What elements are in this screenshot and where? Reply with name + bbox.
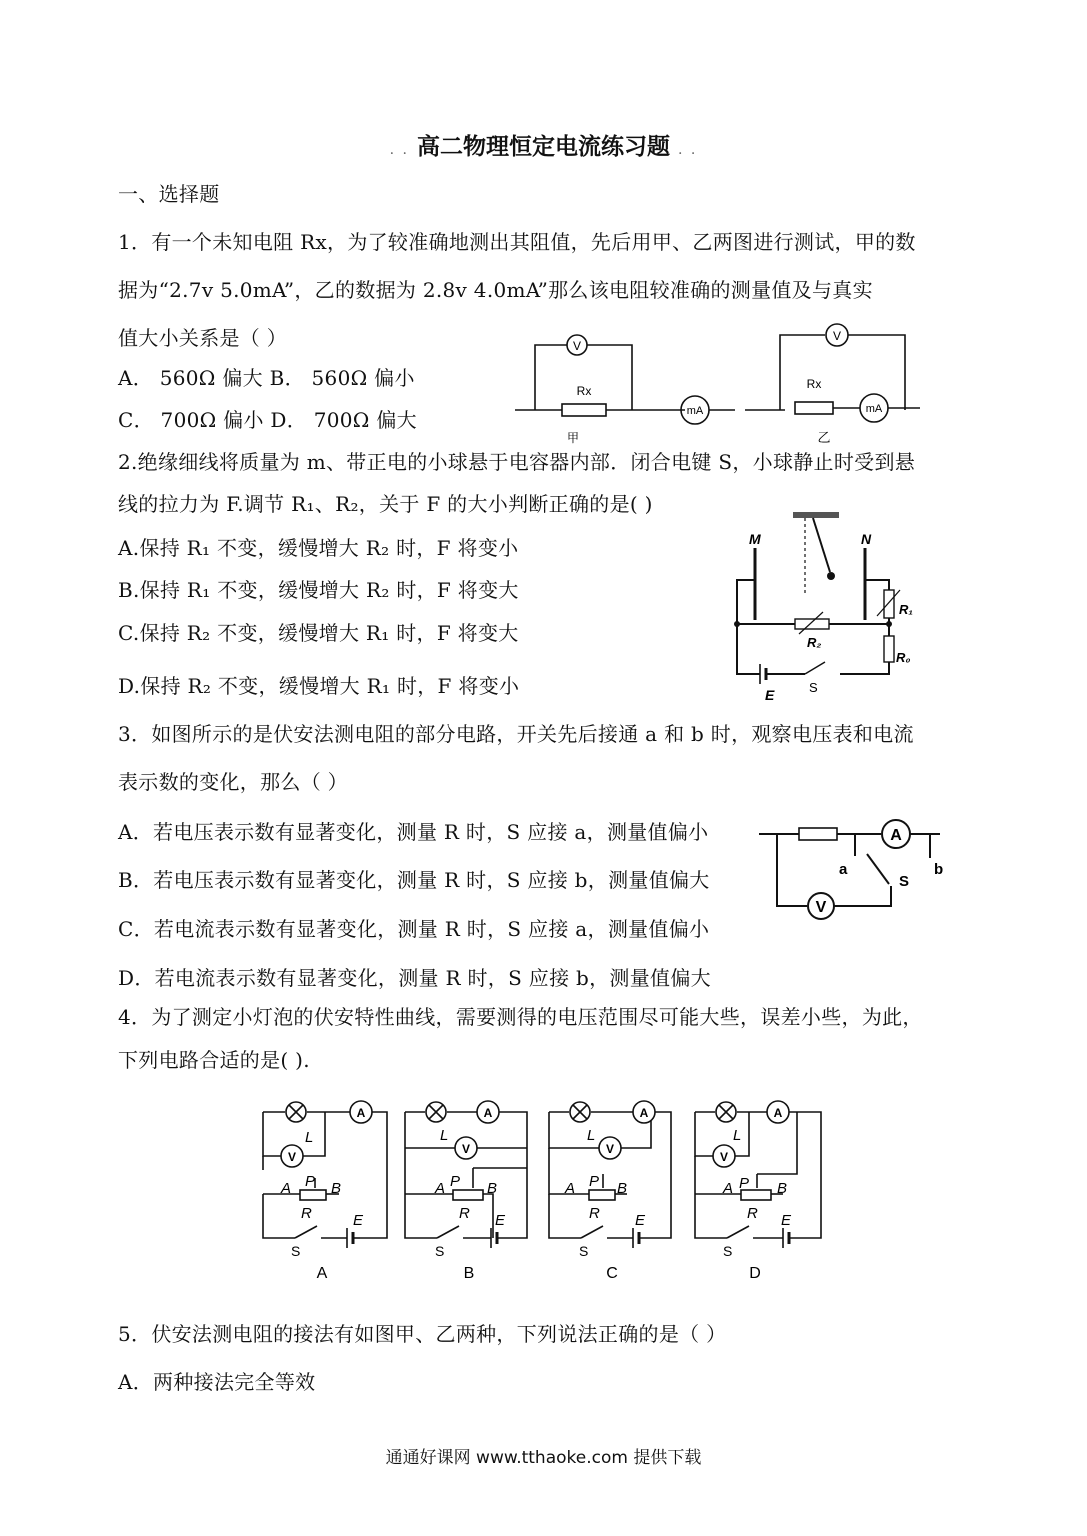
q1-ammeter-jia-label: mA bbox=[686, 405, 704, 417]
section-heading: 一、选择题 bbox=[118, 182, 220, 206]
q3-option-a: A．若电压表示数有显著变化，测量 R 时，S 应接 a，测量值偏小 bbox=[118, 820, 709, 844]
q5-option-a: A．两种接法完全等效 bbox=[118, 1370, 316, 1394]
q4-circuit-b bbox=[405, 1112, 527, 1248]
q1-line3: 值大小关系是（ ） bbox=[118, 326, 288, 350]
q2-plate-n-label: N bbox=[861, 531, 872, 547]
q1-options-ab: A． 560Ω 偏大 B． 560Ω 偏小 bbox=[118, 366, 415, 390]
q4d-lamp-label: L bbox=[733, 1127, 742, 1144]
title-dots-right: . . bbox=[678, 142, 698, 158]
q4a-rheostat-label: R bbox=[301, 1205, 312, 1222]
q2-r2-label: R₂ bbox=[807, 635, 822, 650]
q2-capacitor-circuit-figure bbox=[725, 508, 925, 704]
q4c-lamp-label: L bbox=[587, 1127, 596, 1144]
title-text: 高二物理恒定电流练习题 bbox=[417, 133, 670, 160]
q2-switch-s-label: S bbox=[809, 680, 818, 695]
q4a-voltmeter-label: V bbox=[287, 1150, 297, 1164]
q3-contact-b-label: b bbox=[934, 861, 944, 878]
q4-caption-a: A bbox=[316, 1265, 328, 1282]
q1-line2: 据为“2.7v 5.0mA”，乙的数据为 2.8v 4.0mA”那么该电阻较准确的测量值及与真实 bbox=[118, 278, 873, 302]
q2-option-d: D.保持 R₂ 不变，缓慢增大 R₁ 时，F 将变小 bbox=[118, 674, 520, 698]
q2-option-c: C.保持 R₂ 不变，缓慢增大 R₁ 时，F 将变大 bbox=[118, 621, 519, 645]
q2-battery-e-label: E bbox=[765, 687, 775, 703]
q1-caption-jia: 甲 bbox=[566, 431, 580, 445]
q2-plate-m-label: M bbox=[749, 531, 761, 547]
q4d-voltmeter-label: V bbox=[719, 1150, 729, 1164]
q4b-battery-label: E bbox=[495, 1212, 506, 1229]
q4d-end-b-label: B bbox=[777, 1180, 788, 1197]
q3-circuit-figure bbox=[755, 816, 955, 922]
q1-voltmeter-jia-label: V bbox=[572, 339, 582, 353]
q5-line1: 5．伏安法测电阻的接法有如图甲、乙两种，下列说法正确的是（ ） bbox=[118, 1322, 727, 1346]
q2-option-a: A.保持 R₁ 不变，缓慢增大 R₂ 时，F 将变小 bbox=[118, 536, 519, 560]
q4a-end-a-label: A bbox=[281, 1180, 292, 1197]
q3-line1: 3．如图所示的是伏安法测电阻的部分电路，开关先后接通 a 和 b 时，观察电压表和电流 bbox=[118, 722, 914, 746]
q3-option-b: B．若电压表示数有显著变化，测量 R 时，S 应接 b，测量值偏大 bbox=[118, 868, 710, 892]
q4d-rheostat-label: R bbox=[747, 1205, 758, 1222]
q4a-slider-p-label: P bbox=[305, 1173, 316, 1190]
q4b-slider-p-label: P bbox=[450, 1173, 461, 1190]
q4d-slider-p-label: P bbox=[739, 1175, 750, 1192]
q2-r0-label: R₀ bbox=[896, 650, 911, 665]
q1-ammeter-yi-label: mA bbox=[865, 403, 883, 415]
page-title bbox=[0, 128, 1087, 161]
q4b-end-b-label: B bbox=[487, 1180, 498, 1197]
q4b-ammeter-label: A bbox=[483, 1106, 493, 1120]
q4a-lamp-label: L bbox=[305, 1129, 314, 1146]
q4c-end-b-label: B bbox=[617, 1180, 628, 1197]
q4-line2: 下列电路合适的是( ). bbox=[118, 1048, 310, 1072]
page-footer: 通通好课网 www.tthaoke.com 提供下载 bbox=[385, 1448, 702, 1468]
q3-contact-a-label: a bbox=[839, 861, 848, 878]
q4b-rheostat-label: R bbox=[459, 1205, 470, 1222]
q3-option-d: D．若电流表示数有显著变化，测量 R 时，S 应接 b，测量值偏大 bbox=[118, 966, 711, 990]
q1-voltmeter-yi-label: V bbox=[832, 329, 842, 343]
q4c-battery-label: E bbox=[635, 1212, 646, 1229]
q4a-ammeter-label: A bbox=[356, 1106, 366, 1120]
q3-voltmeter-label: V bbox=[815, 899, 827, 916]
q4-caption-b: B bbox=[463, 1265, 475, 1282]
q4c-voltmeter-label: V bbox=[605, 1142, 615, 1156]
q3-ammeter-label: A bbox=[890, 827, 902, 844]
q2-option-b: B.保持 R₁ 不变，缓慢增大 R₂ 时，F 将变大 bbox=[118, 578, 519, 602]
q1-caption-yi: 乙 bbox=[817, 430, 831, 445]
q4d-battery-label: E bbox=[781, 1212, 792, 1229]
q1-rx-yi-label: Rx bbox=[806, 377, 822, 391]
q4b-voltmeter-label: V bbox=[461, 1142, 471, 1156]
q2-line1: 2.绝缘细线将质量为 m、带正电的小球悬于电容器内部．闭合电键 S，小球静止时受到悬 bbox=[118, 450, 916, 474]
q4b-switch-label: S bbox=[435, 1243, 445, 1259]
q4b-lamp-label: L bbox=[440, 1127, 449, 1144]
q4a-end-b-label: B bbox=[331, 1180, 342, 1197]
q1-options-cd: C． 700Ω 偏小 D． 700Ω 偏大 bbox=[118, 408, 417, 432]
q4a-switch-label: S bbox=[291, 1243, 301, 1259]
title-dots-left: . . bbox=[389, 142, 409, 158]
q1-rx-jia-label: Rx bbox=[576, 384, 592, 398]
q4d-end-a-label: A bbox=[723, 1180, 734, 1197]
q1-circuit-figure bbox=[510, 320, 930, 450]
q4c-switch-label: S bbox=[579, 1243, 589, 1259]
q2-r1-label: R₁ bbox=[899, 602, 913, 617]
q4-circuit-d bbox=[695, 1112, 821, 1248]
q4b-end-a-label: A bbox=[435, 1180, 446, 1197]
q4d-ammeter-label: A bbox=[773, 1106, 783, 1120]
q4-caption-d: D bbox=[749, 1265, 761, 1282]
q3-line2: 表示数的变化，那么（ ） bbox=[118, 770, 348, 794]
q4c-rheostat-label: R bbox=[589, 1205, 600, 1222]
q3-option-c: C．若电流表示数有显著变化，测量 R 时，S 应接 a，测量值偏小 bbox=[118, 917, 710, 941]
q3-switch-s-label: S bbox=[899, 873, 910, 890]
q4a-battery-label: E bbox=[353, 1212, 364, 1229]
q4c-end-a-label: A bbox=[565, 1180, 576, 1197]
q2-line2: 线的拉力为 F.调节 R₁、R₂，关于 F 的大小判断正确的是( ) bbox=[118, 492, 653, 516]
q4-caption-c: C bbox=[606, 1265, 618, 1282]
q4c-ammeter-label: A bbox=[639, 1106, 649, 1120]
q4d-switch-label: S bbox=[723, 1243, 733, 1259]
q4-line1: 4．为了测定小灯泡的伏安特性曲线，需要测得的电压范围尽可能大些，误差小些，为此， bbox=[118, 1005, 923, 1029]
q1-line1: 1．有一个未知电阻 Rx，为了较准确地测出其阻值，先后用甲、乙两图进行测试，甲的数 bbox=[118, 230, 916, 254]
q4c-slider-p-label: P bbox=[589, 1173, 600, 1190]
q4-circuit-options-figure bbox=[255, 1098, 835, 1284]
